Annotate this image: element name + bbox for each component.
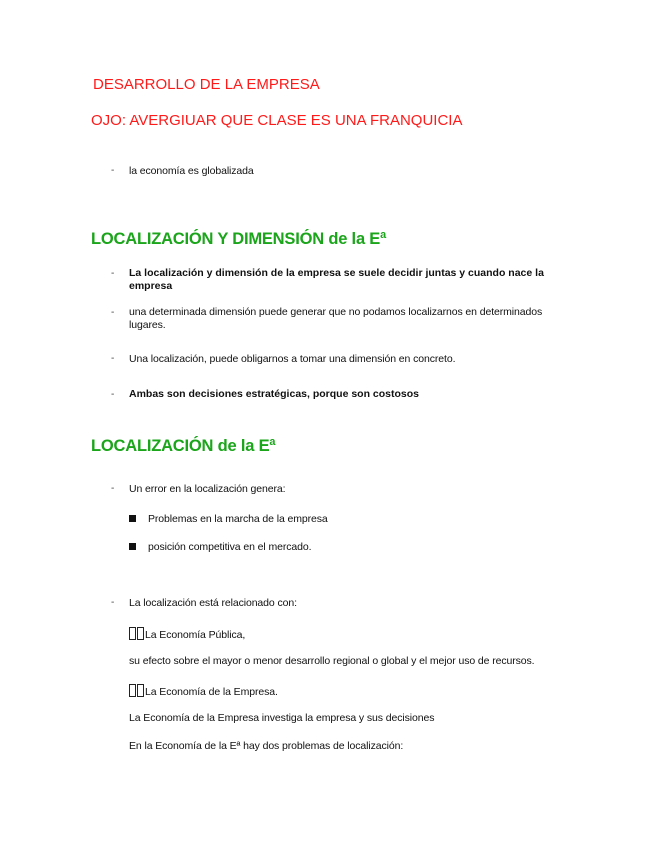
error-item: Un error en la localización genera: (129, 483, 286, 495)
bullet-dash: - (111, 597, 115, 608)
intro-item: la economía es globalizada (129, 165, 254, 177)
section-heading-localizacion-dimension: LOCALIZACIÓN Y DIMENSIÓN de la Eª (91, 230, 387, 248)
document-title: DESARROLLO DE LA EMPRESA (93, 76, 320, 93)
sub-item-1: Problemas en la marcha de la empresa (148, 513, 328, 525)
missing-glyph-icon (129, 627, 136, 640)
square-bullet-icon (129, 515, 136, 522)
section-heading-localizacion: LOCALIZACIÓN de la Eª (91, 437, 276, 455)
bullet-dash: - (111, 268, 115, 279)
bullet-dash: - (111, 165, 115, 176)
investiga-line: La Economía de la Empresa investiga la empresa y sus decisiones (129, 712, 435, 724)
section1-item-4: Ambas son decisiones estratégicas, porque son costosos (129, 388, 420, 400)
square-bullet-icon (129, 543, 136, 550)
related-item: La localización está relacionado con: (129, 597, 297, 609)
bullet-dash: - (111, 353, 115, 364)
section1-item-2: una determinada dimensión puede generar que no podamos localizarnos en determinados lugares. (129, 306, 543, 331)
section1-item-3: Una localización, puede obligarnos a tomar una dimensión en concreto. (129, 353, 456, 365)
bullet-dash: - (111, 307, 115, 318)
economia-publica-line: La Economía Pública, (129, 627, 245, 641)
efecto-line: su efecto sobre el mayor o menor desarrollo regional o global y el mejor uso de recursos. (129, 655, 535, 667)
bullet-dash: - (111, 483, 115, 494)
sub-item-2: posición competitiva en el mercado. (148, 541, 312, 553)
missing-glyph-icon (137, 627, 144, 640)
problemas-line: En la Economía de la Eª hay dos problemas de localización: (129, 740, 404, 752)
missing-glyph-icon (137, 684, 144, 697)
missing-glyph-icon (129, 684, 136, 697)
economia-empresa-line: La Economía de la Empresa. (129, 684, 278, 698)
bullet-dash: - (111, 389, 115, 400)
note-line: OJO: AVERGIUAR QUE CLASE ES UNA FRANQUICIA (91, 112, 463, 129)
section1-item-1: La localización y dimensión de la empresa se suele decidir juntas y cuando nace la empresa (129, 267, 544, 292)
